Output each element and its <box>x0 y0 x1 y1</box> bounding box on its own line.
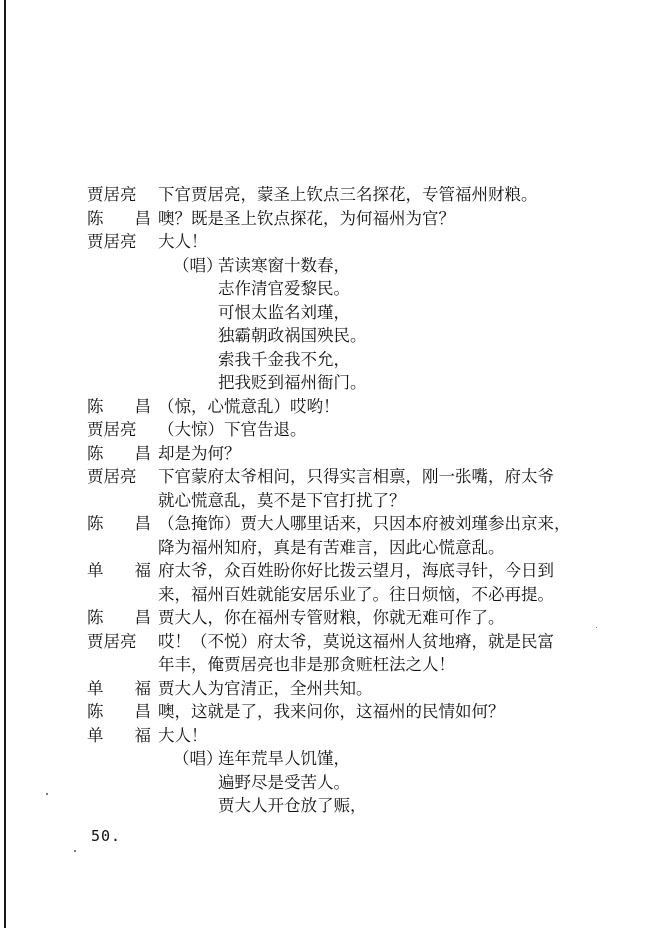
speaker-name: 单 福 <box>87 561 151 580</box>
continuation-line <box>87 489 627 513</box>
verse-text: 索我千金我不允， <box>218 349 350 369</box>
line-text: 年丰，俺贾居亮也非是那贪赃枉法之人！ <box>158 655 455 674</box>
line-text: 哎！（不悦）府太爷，莫说这福州人贫地瘠，就是民富 <box>158 631 554 651</box>
line-text: 降为福州知府，真是有苦难言，因此心慌意乱。 <box>158 537 505 557</box>
verse-line <box>87 371 627 395</box>
verse-line <box>87 254 627 278</box>
line-text: 下官蒙府太爷相问，只得实言相禀，刚一张嘴，府太爷 <box>158 467 554 486</box>
dialogue-line <box>87 395 627 419</box>
line-text: （惊，心慌意乱）哎哟！ <box>158 396 340 416</box>
line-text: 却是为何？ <box>158 443 241 463</box>
dialogue-line <box>87 230 627 254</box>
line-text: 大人！ <box>158 232 208 251</box>
line-text: 贾大人，你在福州专管财粮，你就无难可作了。 <box>158 608 505 627</box>
dialogue-line <box>87 700 627 724</box>
dialogue-line <box>87 559 627 583</box>
speaker-name: 贾居亮 <box>87 185 137 204</box>
continuation-line <box>87 583 627 607</box>
scan-speck <box>596 627 597 628</box>
speaker-name: 陈 昌 <box>87 514 151 533</box>
speaker-name: 贾居亮 <box>87 232 137 251</box>
speaker-name: 贾居亮 <box>87 631 137 651</box>
speaker-name: 陈 昌 <box>87 396 151 416</box>
line-text: 府太爷，众百姓盼你好比拨云望月，海底寻针，今日到 <box>158 561 554 580</box>
line-text: 就心慌意乱，莫不是下官打扰了？ <box>158 490 406 510</box>
line-text: （急掩饰）贾大人哪里话来，只因本府被刘瑾参出京来， <box>158 514 571 533</box>
dialogue-line <box>87 512 627 536</box>
line-text: 大人！ <box>158 725 208 745</box>
dialogue-line <box>87 724 627 748</box>
verse-text: 遍野尽是受苦人。 <box>218 772 350 792</box>
stage-direction: （唱） <box>173 749 223 768</box>
dialogue-line <box>87 207 627 231</box>
verse-line <box>87 771 627 795</box>
line-text: 贾大人为官清正，全州共知。 <box>158 678 373 698</box>
verse-line <box>87 277 627 301</box>
verse-line <box>87 324 627 348</box>
speaker-name: 贾居亮 <box>87 420 137 439</box>
speaker-name: 陈 昌 <box>87 702 151 721</box>
dialogue-line <box>87 630 627 654</box>
speaker-name: 单 福 <box>87 725 151 745</box>
line-text: 噢，这就是了，我来问你，这福州的民情如何？ <box>158 702 505 721</box>
verse-text: 贾大人开仓放了赈， <box>218 796 367 815</box>
speaker-name: 单 福 <box>87 678 151 698</box>
line-text: 下官贾居亮，蒙圣上钦点三名探花，专管福州财粮。 <box>158 185 538 204</box>
verse-line <box>87 794 627 818</box>
speaker-name: 陈 昌 <box>87 443 151 463</box>
page-number: 50. <box>91 827 122 845</box>
verse-text: 志作清官爱黎民。 <box>218 279 350 298</box>
verse-line <box>87 348 627 372</box>
line-text: 来，福州百姓就能安居乐业了。往日烦恼，不必再提。 <box>158 584 554 604</box>
script-body <box>87 183 627 818</box>
continuation-line <box>87 653 627 677</box>
verse-text: 苦读寒窗十数春， <box>218 255 350 275</box>
stage-direction: （唱） <box>173 255 223 275</box>
dialogue-line <box>87 183 627 207</box>
scan-speck <box>46 793 48 795</box>
verse-text: 可恨太监名刘瑾， <box>218 302 350 322</box>
speaker-name: 陈 昌 <box>87 608 151 627</box>
dialogue-line <box>87 677 627 701</box>
line-text: 噢？既是圣上钦点探花，为何福州为官？ <box>158 208 455 228</box>
dialogue-line <box>87 606 627 630</box>
dialogue-line <box>87 418 627 442</box>
continuation-line <box>87 536 627 560</box>
scan-speck <box>74 850 76 852</box>
speaker-name: 贾居亮 <box>87 467 137 486</box>
dialogue-line <box>87 465 627 489</box>
page-left-edge <box>4 0 6 928</box>
verse-text: 连年荒旱人饥馑， <box>218 749 350 768</box>
dialogue-line <box>87 442 627 466</box>
verse-text: 把我贬到福州衙门。 <box>218 373 367 392</box>
verse-line <box>87 301 627 325</box>
line-text: （大惊）下官告退。 <box>158 420 307 439</box>
speaker-name: 陈 昌 <box>87 208 151 228</box>
verse-text: 独霸朝政祸国殃民。 <box>218 326 367 345</box>
verse-line <box>87 747 627 771</box>
